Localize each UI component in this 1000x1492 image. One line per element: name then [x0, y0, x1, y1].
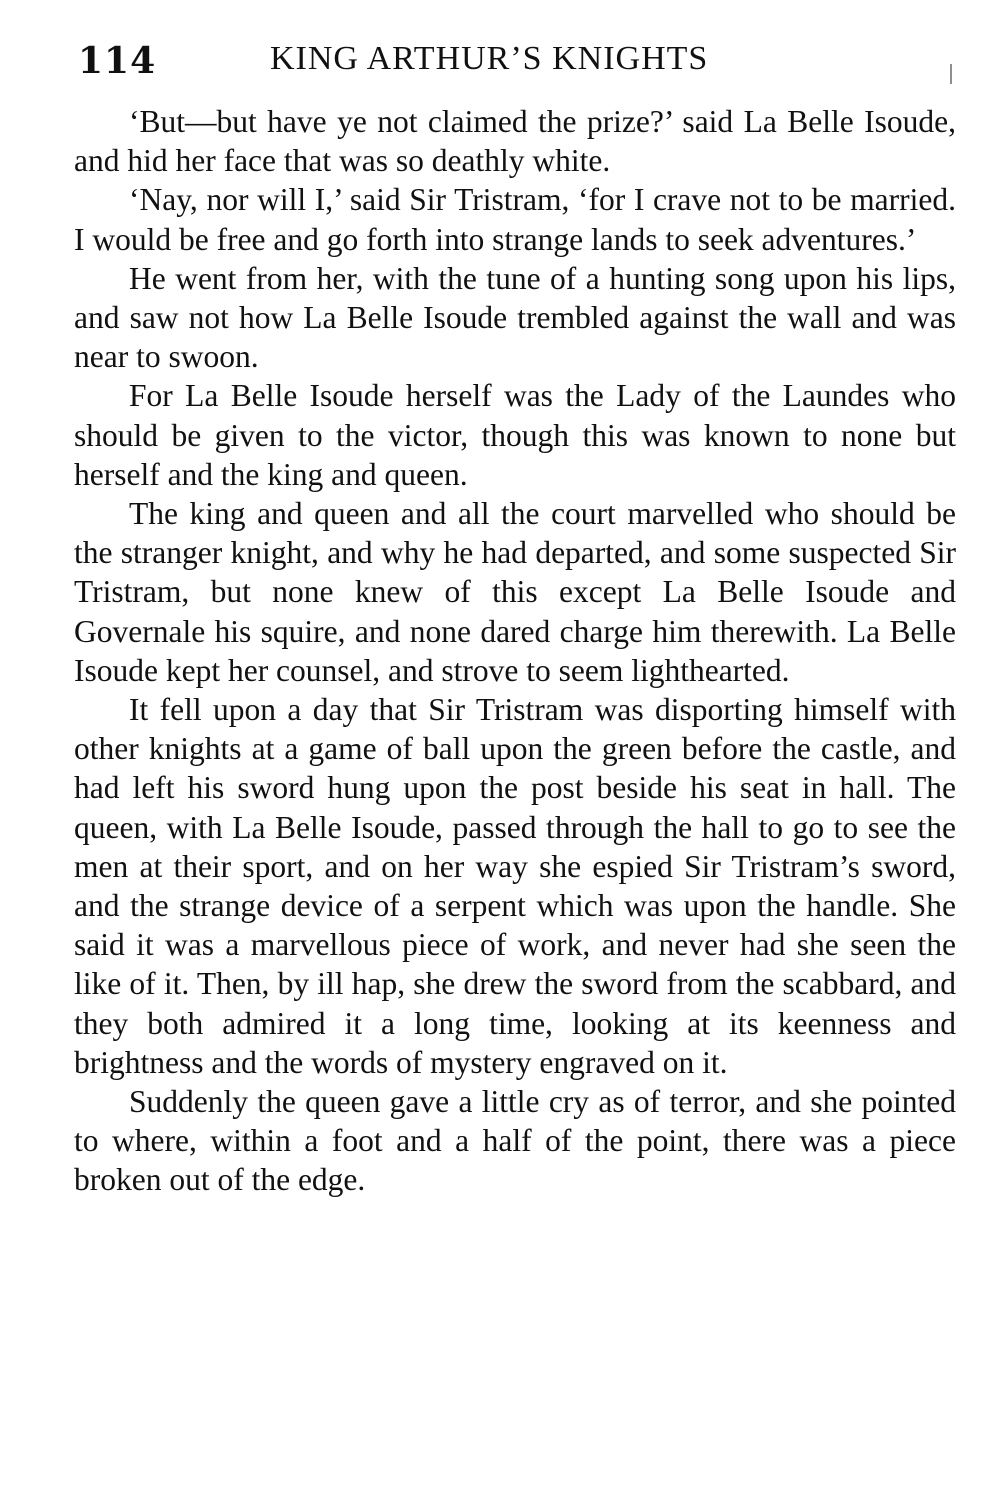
- paragraph-3: He went from her, with the tune of a hunting song upon his lips, and saw not how La Belle Isoude trembled against the wall and was near to swoon.: [74, 260, 956, 375]
- paragraph-5: The king and queen and all the court marvelled who should be the stranger knight, and why he had departed, and some suspected Sir Tristram, but none knew of this except La Belle Isoude and Governale his squire, and none dared charge him therewith. La Belle Isoude kept her counsel, and strove to seem lighthearted.: [74, 496, 956, 688]
- paragraph-2: ‘Nay, nor will I,’ said Sir Tristram, ‘for I crave not to be married. I would be free and go forth into strange lands to seek adventures.’: [74, 182, 956, 257]
- margin-mark: [950, 64, 958, 84]
- running-head: KING ARTHUR’S KNIGHTS: [270, 40, 709, 77]
- paragraph-4: For La Belle Isoude herself was the Lady of the Laundes who should be given to the victor, though this was known to none but herself and the king and queen.: [74, 378, 956, 492]
- paragraph-7: Suddenly the queen gave a little cry as of terror, and she pointed to where, within a foot and a half of the point, there was a piece broken out of the edge.: [74, 1084, 956, 1198]
- page-number: 114: [78, 40, 157, 82]
- paragraph-6: It fell upon a day that Sir Tristram was disporting himself with other knights at a game of ball upon the green before the castle, and had left his sword hung upon the post beside his seat in hall. The queen, with La Belle Isoude, passed through the hall to go to see the men at their sport, and on her way she espied Sir Tristram’s sword, and the strange device of a serpent which was upon the handle. She said it was a marvellous piece of work, and never had she seen the like of it. Then, by ill hap, she drew the sword from the scabbard, and they both admired it a long time, looking at its keenness and brightness and the words of mystery engraved on it.: [74, 692, 956, 1080]
- body-text: [74, 102, 956, 1200]
- paragraph-1: ‘But—but have ye not claimed the prize?’ said La Belle Isoude, and hid her face that was so deathly white.: [74, 104, 956, 179]
- page-header: [78, 40, 958, 90]
